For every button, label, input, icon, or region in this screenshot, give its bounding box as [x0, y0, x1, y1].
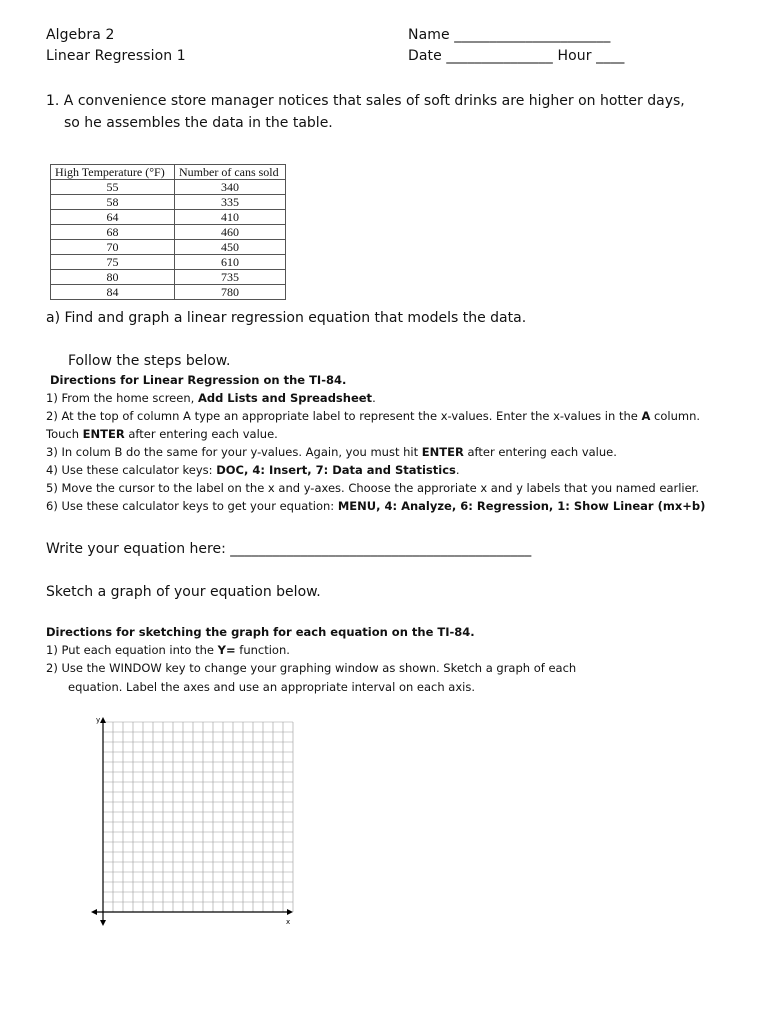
question-1-line-1: 1. A convenience store manager notices that sales of soft drinks are higher on hotter days, — [46, 93, 685, 109]
step-1-key: Add Lists and Spreadsheet — [197, 391, 373, 405]
regression-directions-title: Directions for Linear Regression on the TI-84. — [50, 373, 347, 387]
step-2-touch: Touch — [46, 427, 83, 441]
step-2-end: column. — [650, 409, 701, 423]
date-hour-field[interactable]: Date _______________ Hour ____ — [408, 48, 625, 64]
lesson-title: Linear Regression 1 — [46, 48, 186, 64]
temperature-cell: 70 — [51, 240, 175, 255]
temperature-cell: 84 — [51, 285, 175, 300]
x-axis-right-arrow — [287, 909, 293, 915]
step-2-text: 2) At the top of column A type an appropriate label to represent the x-values. Enter the x-values in the — [46, 409, 642, 423]
y-axis-label: y — [96, 716, 101, 724]
sketch-step-2-line-1: 2) Use the WINDOW key to change your graphing window as shown. Sketch a graph of each — [46, 661, 577, 675]
step-6 — [46, 499, 705, 513]
step-2-after: after entering each value. — [124, 427, 278, 441]
table-header-row — [51, 165, 286, 180]
temperature-cell: 80 — [51, 270, 175, 285]
step-6-keys: MENU, 4: Analyze, 6: Regression, 1: Show Linear (mx+b) — [337, 499, 706, 513]
temperature-cell: 64 — [51, 210, 175, 225]
x-axis-label: x — [286, 918, 291, 926]
cans-cell: 450 — [175, 240, 286, 255]
step-6-text: 6) Use these calculator keys to get your equation: — [46, 499, 338, 513]
table-row — [51, 240, 286, 255]
step-2 — [46, 409, 700, 423]
cans-cell: 735 — [175, 270, 286, 285]
step-4-text: 4) Use these calculator keys: — [46, 463, 217, 477]
step-2-enter-key: ENTER — [82, 427, 125, 441]
table-row — [51, 225, 286, 240]
cans-cell: 335 — [175, 195, 286, 210]
follow-steps-text: Follow the steps below. — [68, 353, 231, 369]
sketch-prompt: Sketch a graph of your equation below. — [46, 584, 321, 600]
table-row — [51, 210, 286, 225]
step-3-enter-key: ENTER — [421, 445, 464, 459]
sketch-step-2-line-2: equation. Label the axes and use an appropriate interval on each axis. — [68, 680, 476, 694]
name-field[interactable]: Name ______________________ — [408, 27, 611, 43]
table-row — [51, 195, 286, 210]
coordinate-grid[interactable] — [86, 712, 298, 932]
step-5: 5) Move the cursor to the label on the x and y-axes. Choose the approriate x and y labels that you named earlier. — [46, 481, 700, 495]
cans-cell: 460 — [175, 225, 286, 240]
question-1-line-2: so he assembles the data in the table. — [64, 115, 333, 131]
cans-cell: 340 — [175, 180, 286, 195]
y-axis-up-arrow — [100, 717, 106, 723]
step-1-end: . — [372, 391, 376, 405]
step-3-end: after entering each value. — [463, 445, 617, 459]
equation-answer-field[interactable]: Write your equation here: ___________________________________________ — [46, 541, 532, 557]
data-table — [50, 164, 286, 300]
cans-cell: 410 — [175, 210, 286, 225]
step-1-text: 1) From the home screen, — [46, 391, 198, 405]
step-3-text: 3) In colum B do the same for your y-values. Again, you must hit — [46, 445, 422, 459]
step-2-column: A — [641, 409, 651, 423]
step-4 — [46, 463, 460, 477]
temperature-cell: 68 — [51, 225, 175, 240]
temperature-cell: 58 — [51, 195, 175, 210]
sketch-step-1-key: Y= — [217, 643, 236, 657]
step-3 — [46, 445, 617, 459]
step-4-end: . — [455, 463, 460, 477]
step-4-keys: DOC, 4: Insert, 7: Data and Statistics — [216, 463, 456, 477]
sketch-step-1-end: function. — [235, 643, 290, 657]
table-header-temperature: High Temperature (°F) — [51, 165, 175, 180]
step-1 — [46, 391, 376, 405]
table-row — [51, 285, 286, 300]
y-axis-down-arrow — [100, 920, 106, 926]
part-a-prompt: a) Find and graph a linear regression equation that models the data. — [46, 310, 527, 326]
cans-cell: 610 — [175, 255, 286, 270]
cans-cell: 780 — [175, 285, 286, 300]
temperature-cell: 75 — [51, 255, 175, 270]
table-row — [51, 255, 286, 270]
sketch-directions-title: Directions for sketching the graph for each equation on the TI-84. — [46, 625, 475, 639]
sketch-step-1 — [46, 643, 290, 657]
table-header-cans: Number of cans sold — [175, 165, 286, 180]
sketch-step-1-text: 1) Put each equation into the — [46, 643, 218, 657]
step-2-continued — [46, 427, 278, 441]
temperature-cell: 55 — [51, 180, 175, 195]
grid-lines — [103, 722, 293, 912]
table-row — [51, 180, 286, 195]
course-title: Algebra 2 — [46, 27, 115, 43]
table-row — [51, 270, 286, 285]
x-axis-left-arrow — [91, 909, 97, 915]
